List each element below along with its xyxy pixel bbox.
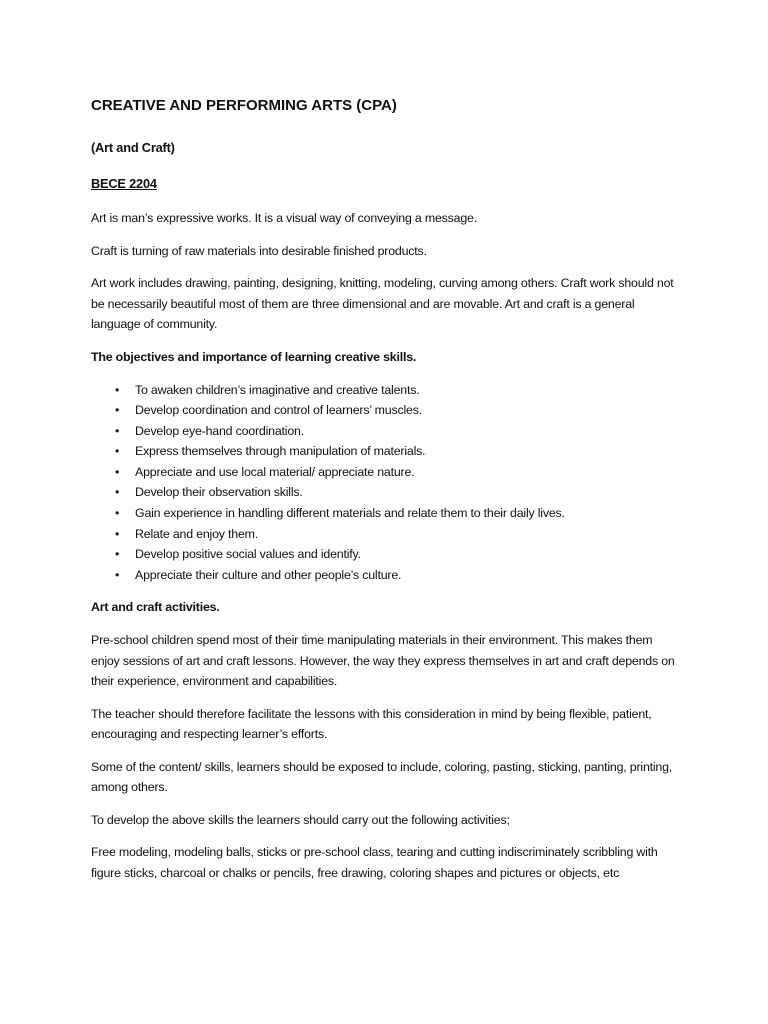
- paragraph-activities-list: Free modeling, modeling balls, sticks or pre-school class, tearing and cutting indiscriminately scribbling with figure sticks, charcoal or chalks or pencils, free drawing, coloring shapes and pictures or objects, etc: [91, 845, 658, 880]
- activities-heading: Art and craft activities.: [91, 600, 220, 615]
- objectives-list: [91, 380, 681, 586]
- list-item: [91, 421, 681, 442]
- paragraph-preschool-children: Pre-school children spend most of their time manipulating materials in their environment. This makes them enjoy sessions of art and craft lessons. However, the way they express themselves in art and craft depends on their experience, environment and capabilities.: [91, 633, 675, 689]
- document-body: [91, 96, 681, 895]
- bullet-icon: •: [115, 485, 120, 500]
- objectives-heading: The objectives and importance of learning creative skills.: [91, 349, 417, 364]
- list-item-text: Gain experience in handling different materials and relate them to their daily lives.: [135, 506, 565, 521]
- bullet-icon: •: [115, 403, 120, 418]
- paragraph-activities-intro: To develop the above skills the learners should carry out the following activities;: [91, 812, 510, 827]
- paragraph-art-work: Art work includes drawing, painting, designing, knitting, modeling, curving among others. Craft work should not be necessarily beautiful most of them are three dimensional and are movable. Art and craft is a general language of community.: [91, 276, 674, 331]
- bullet-icon: •: [115, 547, 120, 562]
- list-item-text: Appreciate their culture and other people’s culture.: [135, 567, 402, 582]
- list-item: [91, 503, 681, 524]
- list-item-text: To awaken children’s imaginative and creative talents.: [135, 382, 420, 397]
- list-item-text: Develop positive social values and identify.: [135, 547, 361, 562]
- bullet-icon: •: [115, 464, 120, 479]
- list-item: [91, 544, 681, 565]
- list-item: [91, 565, 681, 586]
- bullet-icon: •: [115, 506, 120, 521]
- paragraph-craft-definition: Craft is turning of raw materials into desirable finished products.: [91, 243, 427, 258]
- list-item-text: Express themselves through manipulation of materials.: [135, 444, 426, 459]
- list-item: [91, 524, 681, 545]
- list-item: [91, 400, 681, 421]
- course-code: BECE 2204: [91, 176, 157, 191]
- document-title: CREATIVE AND PERFORMING ARTS (CPA): [91, 97, 397, 114]
- paragraph-content-skills: Some of the content/ skills, learners should be exposed to include, coloring, pasting, sticking, panting, printing, among others.: [91, 759, 673, 795]
- list-item-text: Develop coordination and control of learners’ muscles.: [135, 403, 422, 418]
- bullet-icon: •: [115, 423, 120, 438]
- list-item: [91, 380, 681, 401]
- list-item-text: Appreciate and use local material/ appreciate nature.: [135, 464, 415, 479]
- bullet-icon: •: [115, 526, 120, 541]
- bullet-icon: •: [115, 444, 120, 459]
- list-item: [91, 462, 681, 483]
- document-subtitle: (Art and Craft): [91, 140, 175, 155]
- bullet-icon: •: [115, 567, 120, 582]
- list-item: [91, 482, 681, 503]
- bullet-icon: •: [115, 382, 120, 397]
- list-item: [91, 441, 681, 462]
- list-item-text: Relate and enjoy them.: [135, 526, 259, 541]
- paragraph-art-definition: Art is man’s expressive works. It is a visual way of conveying a message.: [91, 211, 477, 225]
- list-item-text: Develop eye-hand coordination.: [135, 423, 304, 438]
- paragraph-teacher-role: The teacher should therefore facilitate the lessons with this consideration in mind by being flexible, patient, encouraging and respecting learner’s efforts.: [91, 706, 652, 742]
- list-item-text: Develop their observation skills.: [135, 485, 303, 500]
